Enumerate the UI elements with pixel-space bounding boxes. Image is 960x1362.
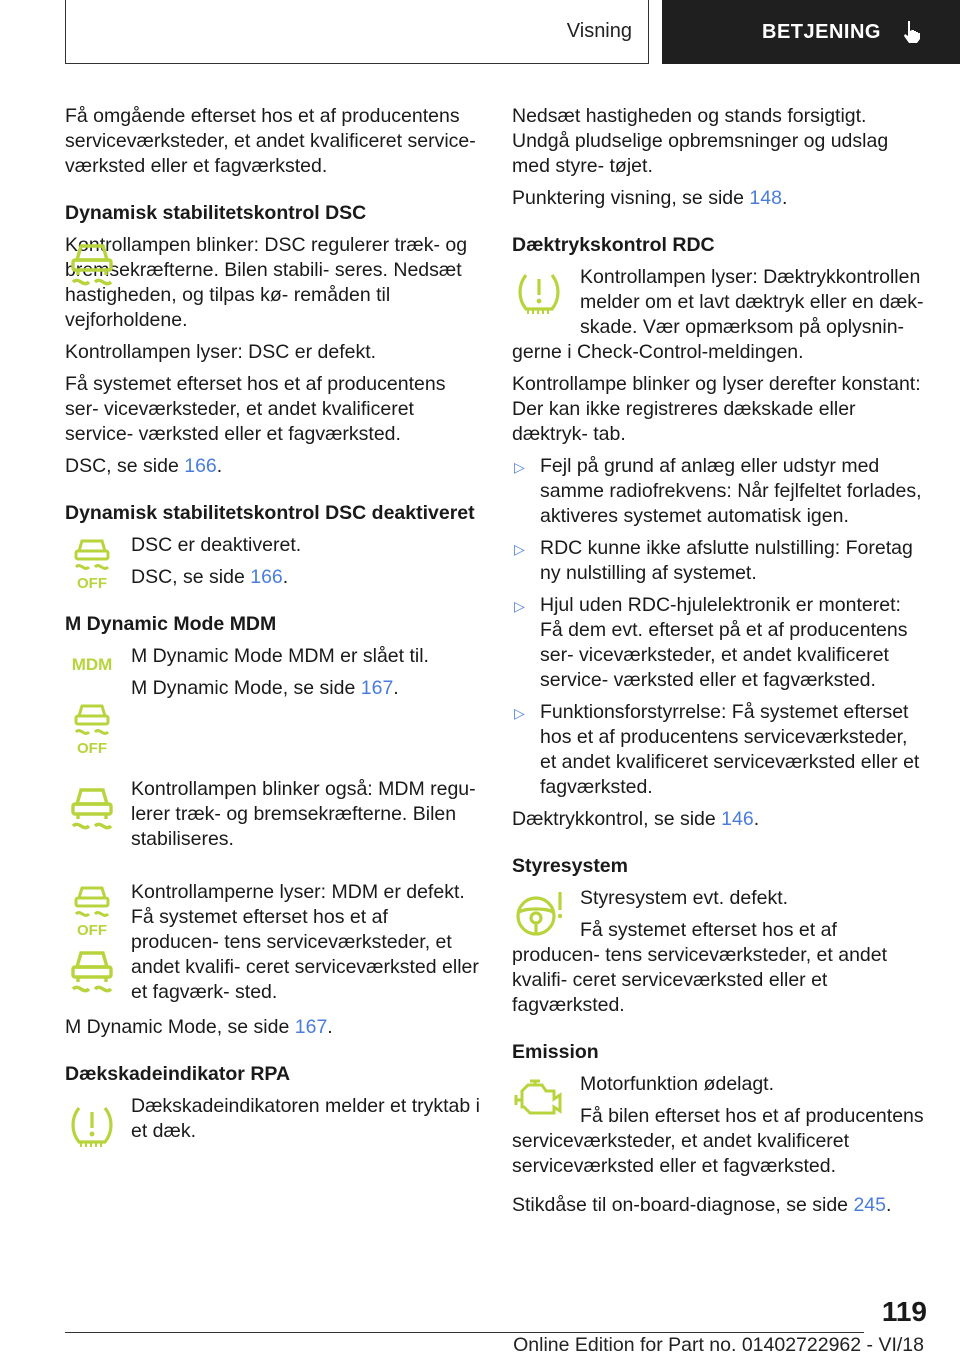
rdc-lights-text: Kontrollampen lyser: Dæktrykkontrollen melder om et lavt dæktryk eller en dæk- skade. Vær opmærksom på oplysnin- gerne i Check-Control-meldingen. [512, 266, 924, 363]
dsc-off-ref-text: DSC, se side [131, 566, 251, 588]
steering-line2: Få systemet efterset hos et af producen- tens serviceværksteder, et andet kvalifi- ceret serviceværksted eller et fagværksted. [512, 919, 888, 1016]
svg-text:OFF: OFF [77, 575, 107, 591]
steering-heading: Styresystem [512, 855, 628, 877]
dsc-ref-text: DSC, se side [65, 455, 185, 477]
dsc-reference: DSC, se side 166. [65, 455, 223, 477]
triangle-bullet-icon: ▷ [514, 541, 525, 557]
list-item: ▷ RDC kunne ikke afslutte nulstilling: Foretag ny nulstilling af systemet. [514, 537, 913, 584]
steering-wheel-warning-icon [512, 886, 566, 940]
rdc-lights-block [512, 265, 927, 365]
dsc-warning-icon [65, 237, 119, 291]
section-tab[interactable] [65, 0, 649, 64]
svg-text:OFF: OFF [77, 922, 107, 938]
mdm-reference-2: M Dynamic Mode, se side 167. [65, 1016, 333, 1038]
mdm-icon: MDM [71, 654, 113, 674]
mdm-blink-block [65, 777, 480, 873]
dsc-blink-block [65, 233, 480, 333]
dsc-off-reference: DSC, se side 166. [131, 566, 289, 588]
svg-text:OFF: OFF [77, 740, 107, 756]
rdc-ref-text: Dæktrykkontrol, se side [512, 808, 722, 830]
emission-heading: Emission [512, 1041, 599, 1063]
mdm-blink-text: Kontrollampen blinker også: MDM regu- lerer træk- og bremsekræfterne. Bilen stabiliseres. [131, 778, 476, 850]
dsc-warning-icon-2 [65, 781, 119, 835]
mdm-defect-text: Kontrollamperne lyser: MDM er defekt. Få systemet efterset hos et af producen- tens serviceværksteder, et andet kvalifi- ceret serviceværksted eller et fagværk- sted. [131, 881, 479, 1003]
dsc-off-text: DSC er deaktiveret. [131, 534, 302, 556]
list-item: ▷ Funktionsforstyrrelse: Få systemet efterset hos et af producentens serviceværksteder, et andet kvalificeret serviceværksted eller et fagværksted. [514, 701, 920, 798]
mdm-on-block [65, 644, 480, 770]
emission-ref-text: Stikdåse til on-board-diagnose, se side [512, 1194, 854, 1216]
mdm-heading: M Dynamic Mode MDM [65, 613, 277, 635]
emission-block [512, 1072, 927, 1179]
dsc-off-icon-3 [65, 884, 119, 938]
mdm-reference: M Dynamic Mode, se side 167. [131, 677, 399, 699]
dsc-page-link[interactable]: 166 [184, 455, 217, 477]
steering-block [512, 886, 927, 1018]
tire-pressure-icon-2 [512, 265, 566, 319]
mdm-page-link-2[interactable]: 167 [294, 1016, 328, 1038]
hand-pointer-icon [901, 20, 923, 44]
mdm-ref-text: M Dynamic Mode, se side [131, 677, 361, 699]
puncture-reference: Punktering visning, se side 148. [512, 187, 788, 209]
puncture-page-link[interactable]: 148 [749, 187, 782, 209]
list-item: ▷ Fejl på grund af anlæg eller udstyr med samme radiofrekvens: Når fejlfeltet forlades, aktiveres systemet automatisk igen. [514, 455, 922, 527]
mdm-ref2-text: M Dynamic Mode, se side [65, 1016, 295, 1038]
intro-paragraph: Få omgående efterset hos et af producentens serviceværksteder, et andet kvalificeret service- værksted eller et fagværksted. [65, 105, 476, 177]
rpa-block [65, 1094, 480, 1144]
chapter-tab[interactable] [662, 0, 960, 64]
puncture-ref-text: Punktering visning, se side [512, 187, 750, 209]
chapter-title: BETJENING [762, 20, 881, 43]
section-title: Visning [566, 20, 632, 42]
left-column [65, 104, 480, 1151]
rdc-bullet-list [512, 454, 927, 800]
check-engine-icon [512, 1072, 566, 1126]
dsc-lights-text: Kontrollampen lyser: DSC er defekt. [65, 341, 377, 363]
dsc-off-block [65, 533, 480, 590]
steering-line1: Styresystem evt. defekt. [580, 887, 789, 909]
dsc-off-page-link[interactable]: 166 [250, 566, 283, 588]
triangle-bullet-icon: ▷ [514, 459, 525, 475]
list-item: ▷ Hjul uden RDC-hjulelektronik er monteret: Få dem evt. efterset på et af producentens ser- viceværksteder, et andet kvalificeret service- værksted eller et fagværksted. [514, 594, 908, 691]
emission-reference: Stikdåse til on-board-diagnose, se side 245. [512, 1194, 892, 1216]
rdc-blink-text: Kontrollampe blinker og lyser derefter konstant: Der kan ikke registreres dækskade eller dæktryk- tab. [512, 373, 921, 445]
page-number: 119 [881, 1296, 927, 1327]
emission-line1: Motorfunktion ødelagt. [580, 1073, 775, 1095]
rpa-text: Dækskadeindikatoren melder et tryktab i et dæk. [131, 1095, 480, 1142]
mdm-on-text: M Dynamic Mode MDM er slået til. [131, 645, 429, 667]
right-column [512, 104, 927, 1225]
dsc-blink-text: Kontrollampen blinker: DSC regulerer træk- og bremsekræfterne. Bilen stabili- seres. Nedsæt hastigheden, og tilpas kø- remåden til vejforholdene. [65, 234, 468, 331]
footer-divider [65, 1332, 864, 1333]
mdm-page-link[interactable]: 167 [360, 677, 394, 699]
triangle-bullet-icon: ▷ [514, 705, 525, 721]
rdc-heading: Dæktrykskontrol RDC [512, 234, 715, 256]
dsc-off-icon [65, 537, 119, 591]
rdc-page-link[interactable]: 146 [721, 808, 754, 830]
tire-pressure-icon [65, 1098, 119, 1152]
dsc-warning-icon-3 [65, 944, 119, 998]
dsc-off-icon-2 [65, 702, 119, 756]
right-intro: Nedsæt hastigheden og stands forsigtigt. Undgå pludselige opbremsninger og udslag med styre- tøjet. [512, 105, 889, 177]
rdc-reference: Dæktrykkontrol, se side 146. [512, 808, 760, 830]
dsc-off-heading: Dynamisk stabilitetskontrol DSC deaktiveret [65, 502, 475, 524]
rpa-heading: Dækskadeindikator RPA [65, 1063, 291, 1085]
dsc-service-text: Få systemet efterset hos et af producentens ser- viceværksteder, et andet kvalificeret service- værksted eller et fagværksted. [65, 373, 446, 445]
footer-edition: Online Edition for Part no. 01402722962 - VI/18 [513, 1334, 924, 1356]
emission-page-link[interactable]: 245 [853, 1194, 886, 1216]
triangle-bullet-icon: ▷ [514, 598, 525, 614]
dsc-heading: Dynamisk stabilitetskontrol DSC [65, 202, 367, 224]
mdm-defect-block [65, 880, 480, 1008]
emission-line2: Få bilen efterset hos et af producentens serviceværksteder, et andet kvalificeret serviceværksted eller et fagværksted. [512, 1105, 924, 1177]
